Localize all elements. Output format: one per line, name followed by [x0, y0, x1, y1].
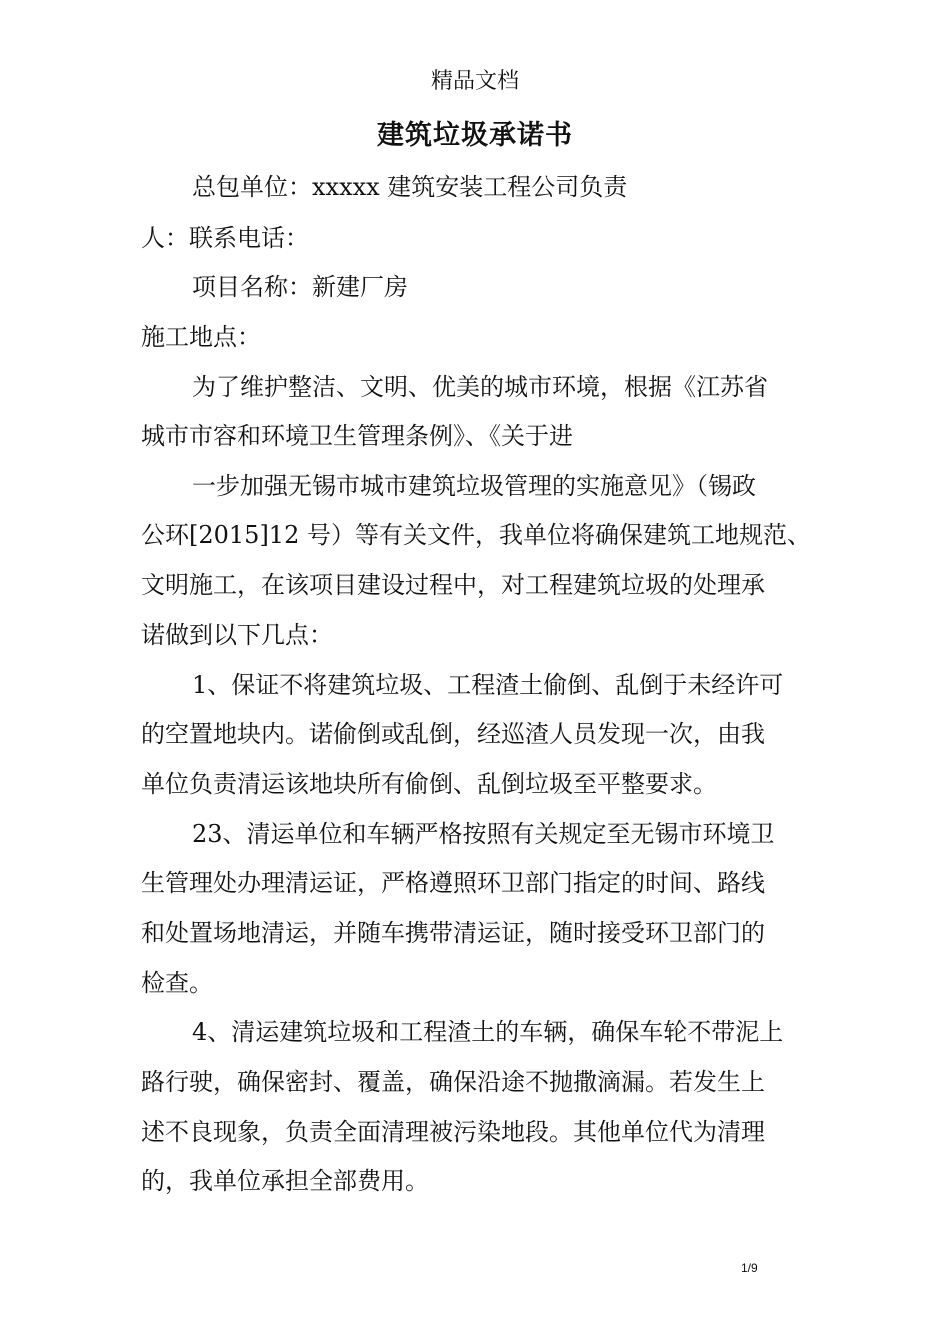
page-number: 1/9: [741, 1261, 758, 1275]
text-line: 检查。: [141, 969, 213, 997]
text-line: 单位负责清运该地块所有偷倒、乱倒垃圾至平整要求。: [141, 770, 717, 798]
text-line: 总包单位：xxxxx 建筑安装工程公司负责: [192, 173, 628, 201]
text-line: 诺做到以下几点：: [141, 621, 333, 649]
text-line: 文明施工，在该项目建设过程中，对工程建筑垃圾的处理承: [141, 571, 765, 599]
text-line: 一步加强无锡市城市建筑垃圾管理的实施意见》（锡政: [192, 472, 756, 500]
text-line: 述不良现象，负责全面清理被污染地段。其他单位代为清理: [141, 1118, 765, 1146]
document-title: 建筑垃圾承诺书: [377, 120, 573, 151]
page-header: 精品文档: [430, 69, 519, 94]
text-line: 项目名称：新建厂房: [192, 273, 408, 301]
text-line: 4、清运建筑垃圾和工程渣土的车辆，确保车轮不带泥上: [192, 1018, 784, 1046]
text-line: 的，我单位承担全部费用。: [141, 1167, 429, 1195]
text-line: 和处置场地清运，并随车携带清运证，随时接受环卫部门的: [141, 919, 765, 947]
text-line: 公环[2015]12 号）等有关文件，我单位将确保建筑工地规范、: [141, 521, 811, 549]
text-line: 1、保证不将建筑垃圾、工程渣土偷倒、乱倒于未经许可: [192, 671, 784, 699]
text-line: 施工地点：: [141, 323, 261, 351]
text-line: 城市市容和环境卫生管理条例》、《关于进: [141, 422, 573, 450]
text-line: 人：联系电话：: [141, 224, 309, 252]
text-line: 为了维护整洁、文明、优美的城市环境，根据《江苏省: [192, 373, 768, 401]
text-line: 生管理处办理清运证，严格遵照环卫部门指定的时间、路线: [141, 869, 765, 897]
text-line: 23、清运单位和车辆严格按照有关规定至无锡市环境卫: [192, 820, 775, 848]
text-line: 的空置地块内。诺偷倒或乱倒，经巡渣人员发现一次，由我: [141, 720, 765, 748]
text-line: 路行驶，确保密封、覆盖，确保沿途不抛撒滴漏。若发生上: [141, 1068, 765, 1096]
